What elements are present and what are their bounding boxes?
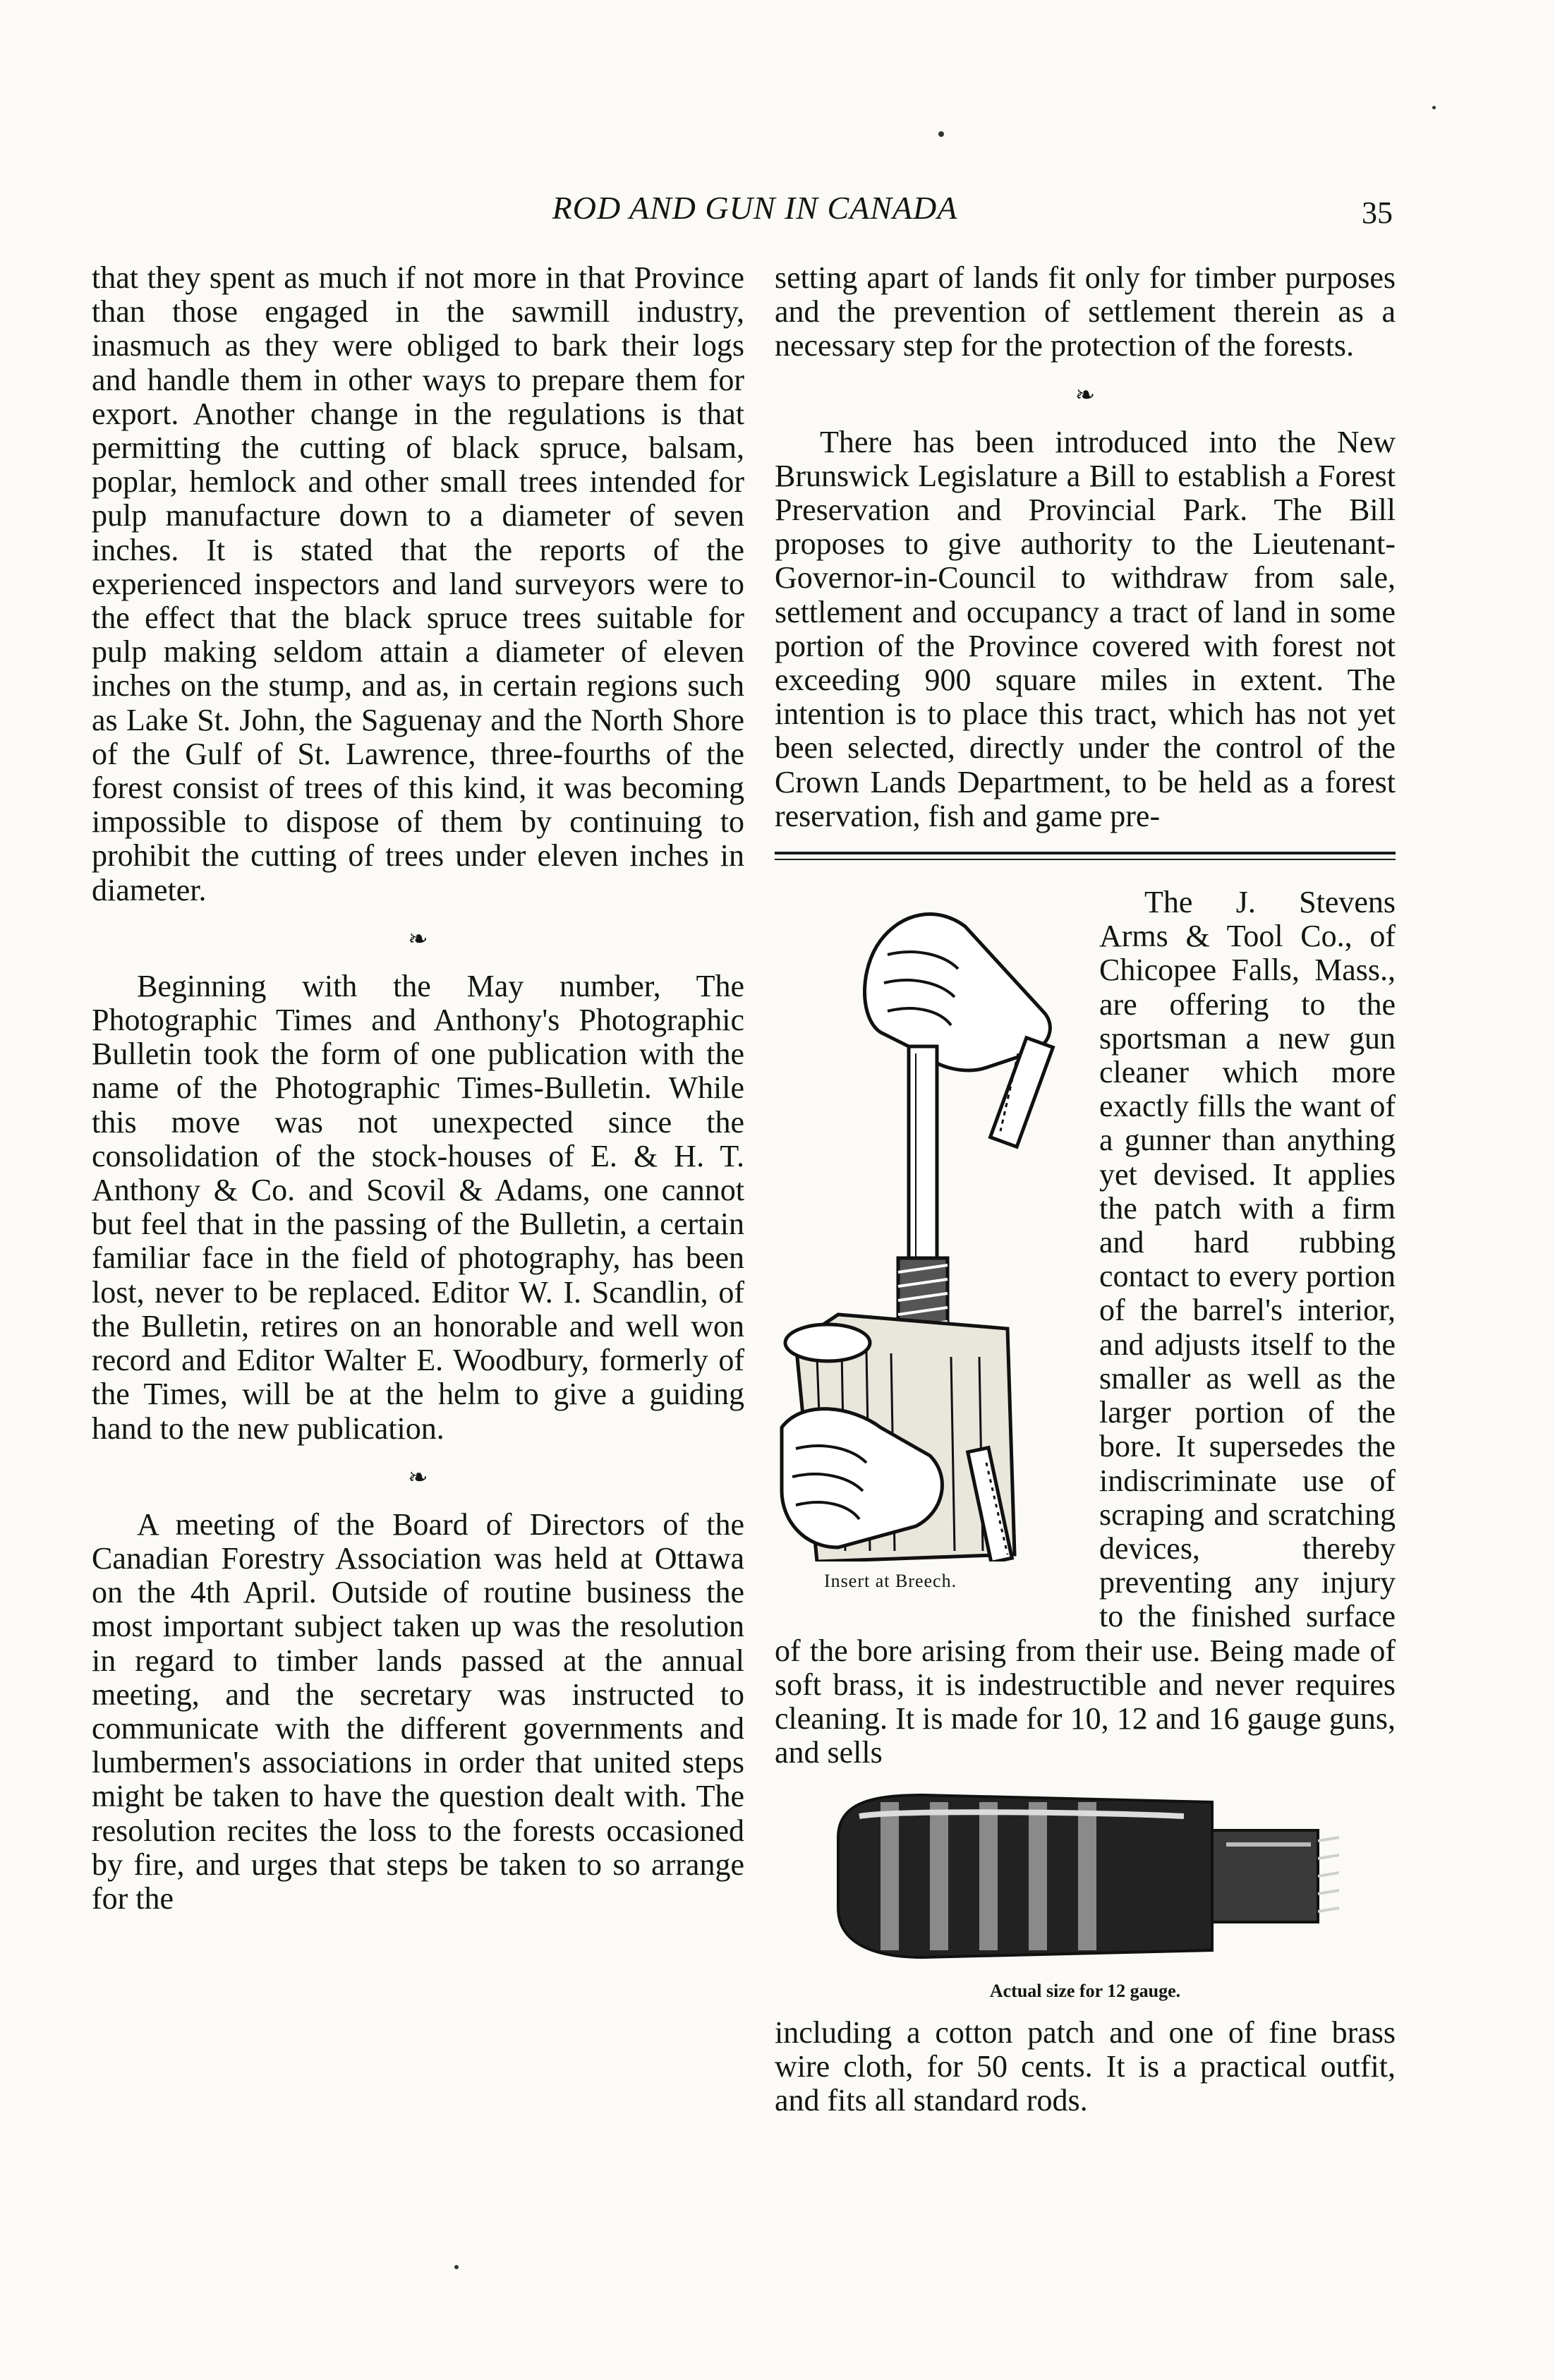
fleuron-ornament: ❧ [408, 1464, 428, 1491]
scan-speck [1432, 106, 1436, 109]
figure-caption-breech: Insert at Breech. [824, 1571, 957, 1592]
gun-cleaner-illustration [775, 891, 1085, 1604]
paragraph-photographic-times: Beginning with the May number, The Photographic Times and Anthony's Photographic Bulletin took the form of one publication with the name of the Photographic Times-Bulletin. While this move was not unexpected since the consolidation of the stock-houses of E. & H. T. Anthony & Co. and Scovil & Adams, one cannot but feel that in the passing of the Bulletin, a certain familiar face in the field of photography, has been lost, never to be replaced. Editor W. I. Scandlin, of the Bulletin, retires on an honorable and well won record and Editor Walter E. Woodbury, formerly of the Times, will be at the helm to give a guiding hand to the new publication. [92, 968, 744, 1446]
fleuron-ornament: ❧ [1075, 382, 1096, 409]
cleaner-tip-drawing [817, 1788, 1353, 1964]
left-column [92, 261, 744, 1916]
scan-speck [454, 2265, 459, 2269]
paragraph-advertisement-conclusion: including a cotton patch and one of fine brass wire cloth, for 50 cents. It is a practical outfit, and fits all standard rods. [775, 2014, 1396, 2118]
scan-speck [938, 131, 944, 137]
section-divider [775, 852, 1396, 860]
paragraph-settlement: setting apart of lands fit only for timber purposes and the prevention of settlement therein as a necessary step for the protection of the forests. [775, 260, 1396, 363]
paragraph-new-brunswick-bill: There has been introduced into the New Brunswick Legislature a Bill to establish a Forest Preservation and Provincial Park. The Bill proposes to give authority to the Lieutenant-Governor-in-Council to withdraw from sale, settlement and occupancy a tract of land in some portion of the Province covered with forest not exceeding 900 square miles in extent. The intention is to place this tract, which has not yet been selected, directly under the control of the Crown Lands Department, to be held as a forest reservation, fish and game pre- [775, 424, 1396, 833]
right-column [775, 261, 1396, 2118]
paragraph-stevens-advertisement: The J. Stevens Arms & Tool Co., of Chicopee Falls, Mass., are offering to the sportsman a new gun cleaner which more exactly fills the want of a gunner than anything yet devised. It applies the patch with a firm and hard rubbing contact to every portion of the barrel's interior, and adjusts itself to the smaller as well as the larger portion of the bore. It supersedes the indiscriminate use of scraping and scratching devices, thereby preventing any injury to the finished surface of the bore arising from their use. Being made of soft brass, it is indestructible and never requires cleaning. It is made for 10, 12 and 16 gauge guns, and sells [775, 885, 1396, 1770]
hands-rod-drawing [775, 891, 1085, 1562]
gun-cleaner-tip-illustration [817, 1788, 1353, 1964]
paragraph-forestry-association: A meeting of the Board of Directors of the Canadian Forestry Association was held at Ottawa on the 4th April. Outside of routine business the most important subject taken up was the resolution in regard to timber lands passed at the annual meeting, and the secretary was instructed to communicate with the different governments and lumbermen's associations in order that united steps might be taken to have the question dealt with. The resolution recites the loss to the forests occasioned by fire, and urges that steps be taken to so arrange for the [92, 1506, 744, 1916]
page-number: 35 [1362, 195, 1393, 230]
figure-caption-actual-size: Actual size for 12 gauge. [989, 1981, 1181, 2002]
running-title: ROD AND GUN IN CANADA [552, 190, 958, 226]
paragraph-quebec-regulations: that they spent as much if not more in that Province than those engaged in the sawmill industry, inasmuch as they were obliged to bark their logs and handle them in other ways to prepare them for export. Another change in the regulations is that permitting the cutting of black spruce, balsam, poplar, hemlock and other small trees intended for pulp manufacture down to a diameter of seven inches. It is stated that the reports of the experienced inspectors and land surveyors were to the effect that the black spruce trees suitable for pulp making seldom attain a diameter of eleven inches on the stump, and as, in certain regions such as Lake St. John, the Saguenay and the North Shore of the Gulf of St. Lawrence, three-fourths of the forest consist of trees of this kind, it was becoming impossible to dispose of them by continuing to prohibit the cutting of trees under eleven inches in diameter. [92, 260, 744, 907]
fleuron-ornament: ❧ [408, 926, 428, 953]
